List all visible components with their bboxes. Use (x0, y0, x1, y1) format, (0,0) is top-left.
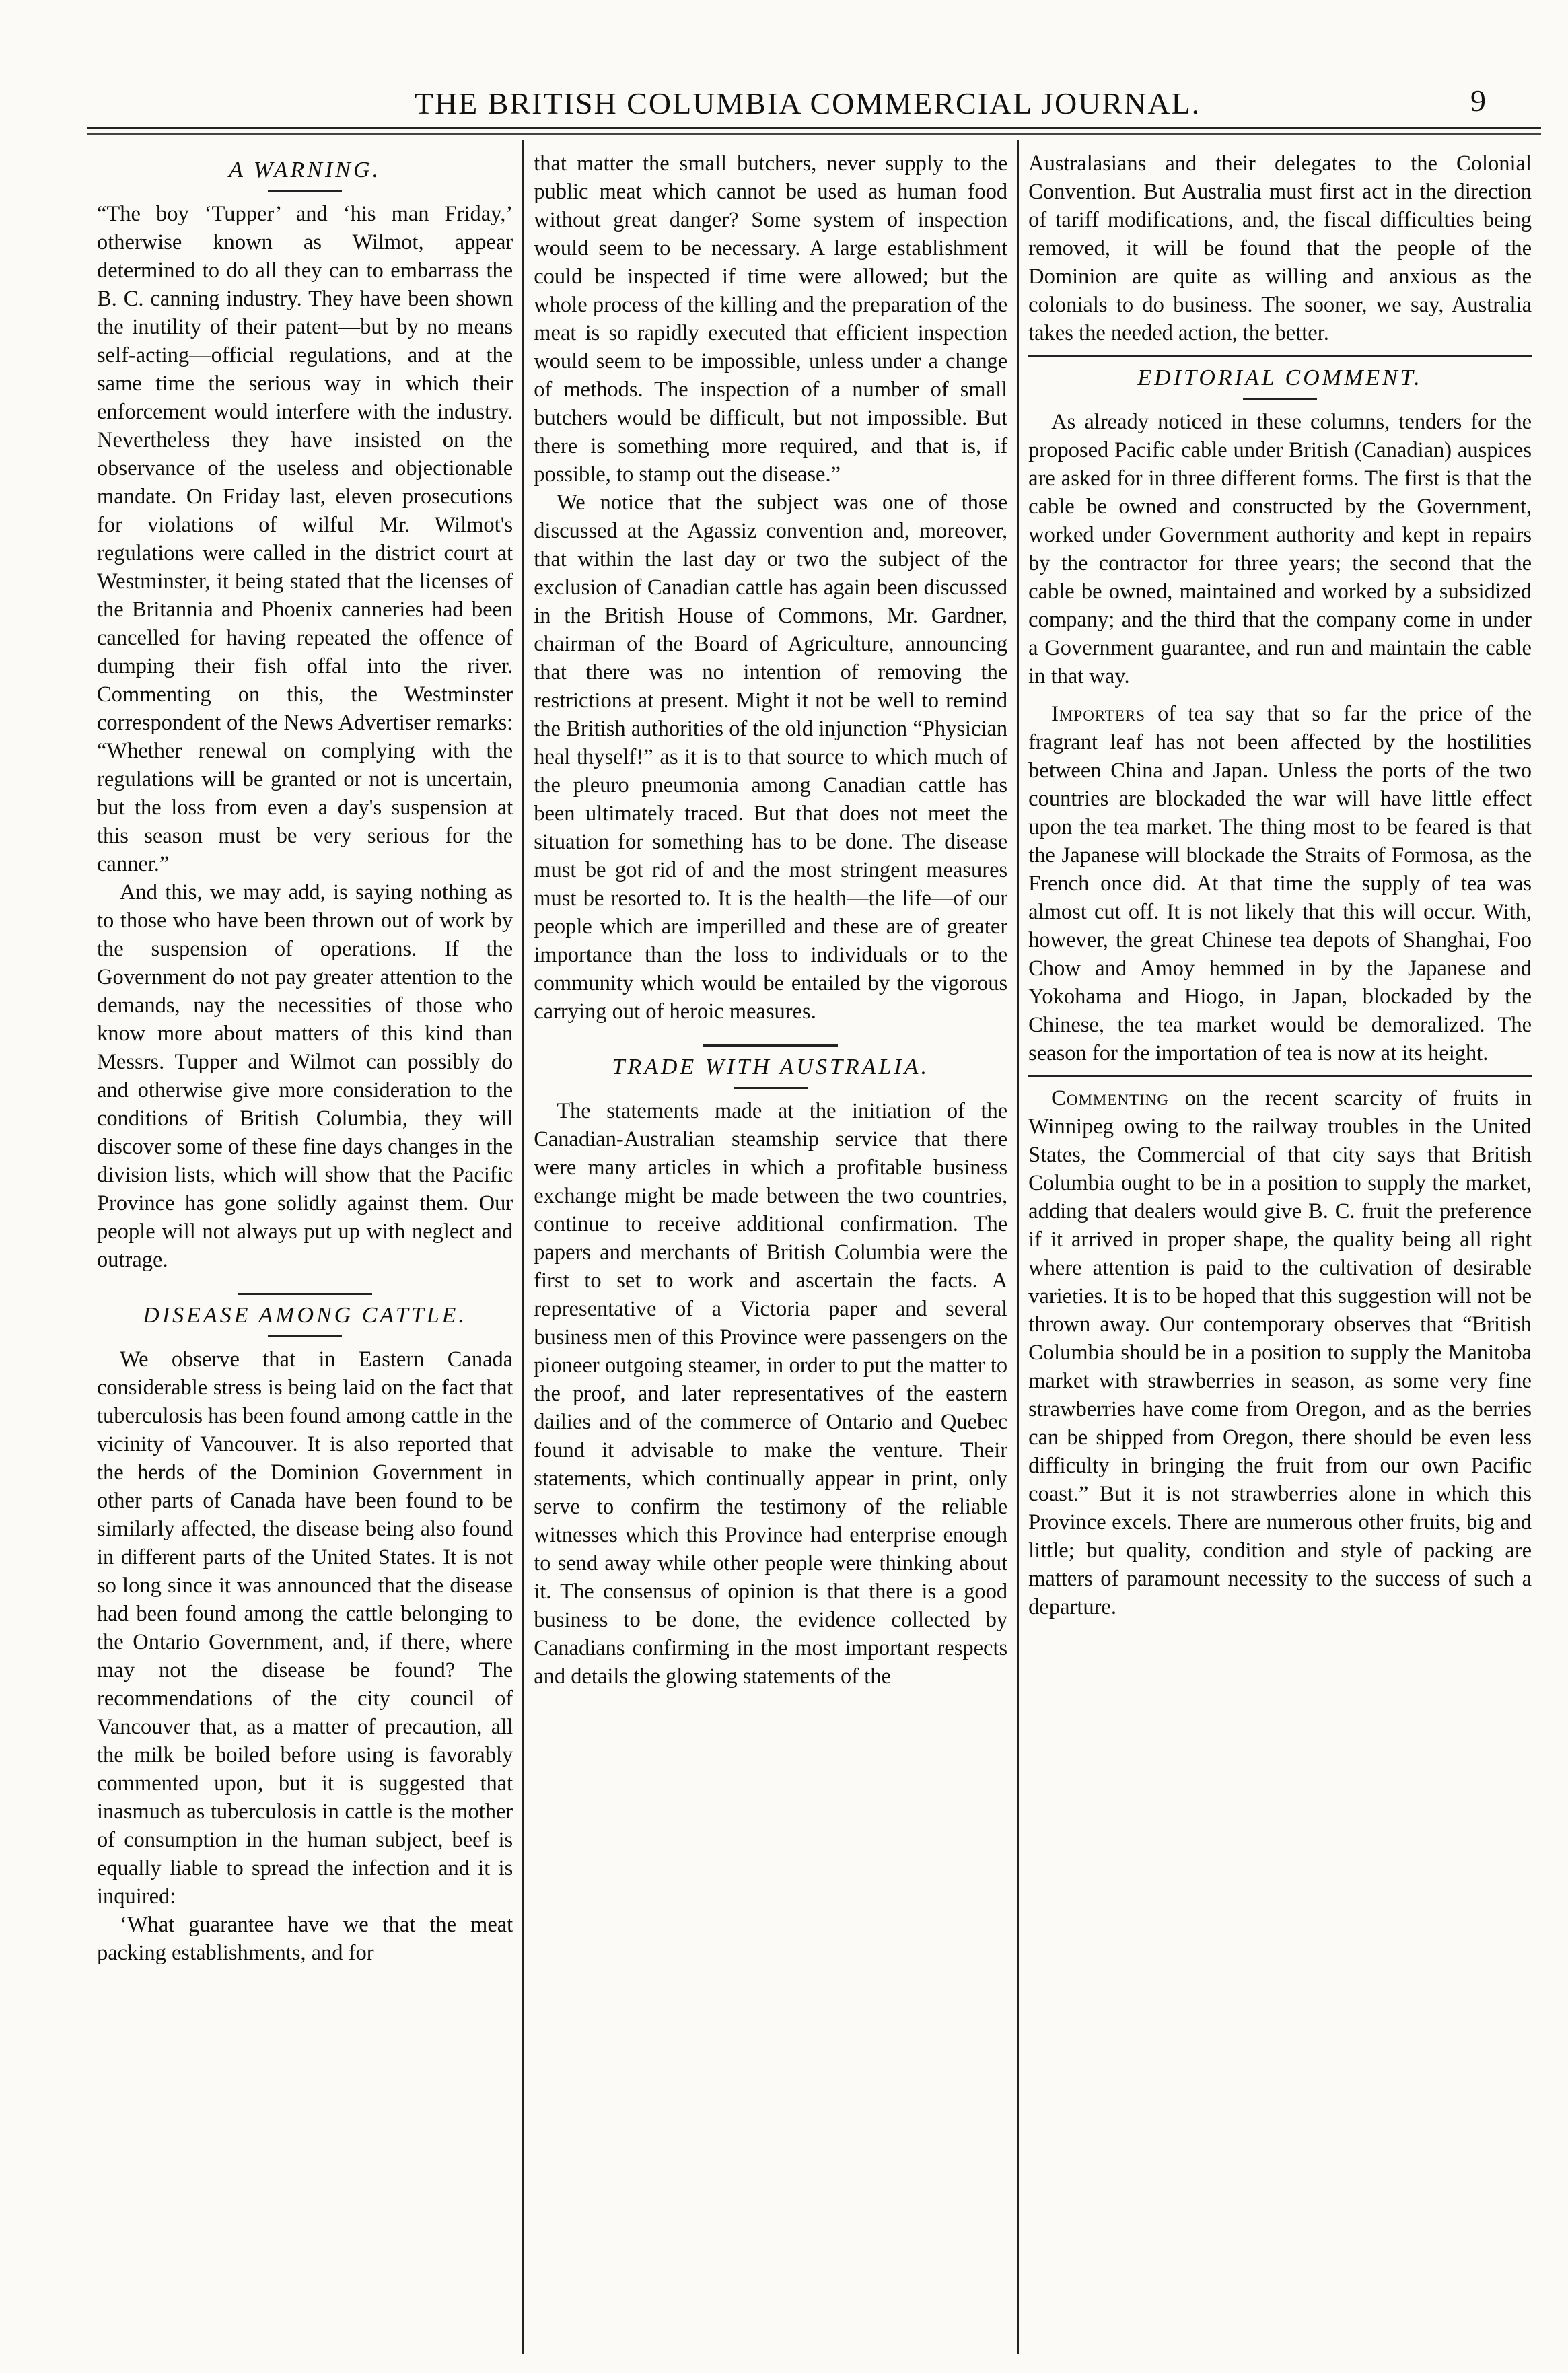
disease-continued-paragraph-1: that matter the small butchers, never supply to the public meat which cannot be used as human food without great danger? Some system of inspection would seem to be necessary. A large establishment could be inspected if time were allowed; but the whole process of the killing and the preparation of the meat is so rapidly executed that efficient inspection would seem to be impossible, unless under a change of methods. The inspection of a number of small butchers would be difficult, but not impossible. But there is something more required, and that is, if possible, to stamp out the disease.” (534, 151, 1008, 487)
page-header (87, 74, 1528, 121)
column-3 (1019, 140, 1541, 2354)
paragraph-text: on the recent scarcity of fruits in Winnipeg owing to the railway troubles in the United States, the Commercial of that city says that British Columbia ought to be in a position to supply the market, adding that dealers would give B. C. fruit the preference if it arrived in proper shape, the quality being all right where attention is paid to the cultivation of desirable varieties. It is to be hoped that this suggestion will not be thrown away. Our contemporary observes that “British Columbia should be in a position to supply the Manitoba market with strawberries in season, as some very fine strawberries have come from Oregon, and as the berries can be shipped from Oregon, there should be even less difficulty in bringing the fruit from our own Pacific coast.” But it is not strawberries alone in which this Province excels. There are numerous other fruits, big and little; but quality, condition and style of packing are matters of paramount necessity to the success of such a departure. (1028, 1086, 1532, 1619)
editorial-paragraph-3 (1028, 1084, 1532, 1621)
journal-title: THE BRITISH COLUMBIA COMMERCIAL JOURNAL. (414, 86, 1201, 120)
column-2 (524, 140, 1017, 2354)
columns (87, 140, 1541, 2354)
section-divider (703, 1044, 838, 1047)
disease-paragraph-1: We observe that in Eastern Canada considerable stress is being laid on the fact that tuberculosis has been found among cattle in the vicinity of Vancouver. It is also reported that the herds of the Dominion Government in other parts of Canada have been found to be similarly affected, the disease being also found in different parts of the United States. It is not so long since it was announced that the disease had been found among the cattle belonging to the Ontario Government, and, if there, where may not the disease be found? The recommendations of the city council of Vancouver that, as a matter of precaution, all the milk be boiled before using is favorably commented upon, but it is suggested that inasmuch as tuberculosis in cattle is the mother of consumption in the human subject, beef is equally liable to spread the infection and it is inquired: (97, 1347, 513, 1909)
header-rule-thin (87, 133, 1541, 135)
trade-paragraph-1: The statements made at the initiation of the Canadian-Australian steamship service that there were many articles in which a profitable business exchange might be made between the two countries, continue to receive additional confirmation. The papers and merchants of British Columbia were the first to set to work and ascertain the facts. A representative of a Victoria paper and several business men of this Province were passengers on the pioneer outgoing steamer, in order to put the matter to the proof, and later representatives of the eastern dailies and of the commerce of Ontario and Quebec found it advisable to make the venture. Their statements, which continually appear in print, only serve to confirm the testimony of the reliable witnesses which this Province had enterprise enough to send away while other people were thinking about it. The consensus of opinion is that there is a good business to be done, the evidence collected by Canadians confirming in the most important respects and details the glowing statements of the (534, 1099, 1008, 1689)
section-rule (268, 190, 342, 192)
warning-heading: A WARNING. (229, 157, 382, 182)
section-rule (268, 1335, 342, 1337)
section-rule (734, 1087, 808, 1089)
disease-paragraph-2: ‘What guarantee have we that the meat packing establishments, and for (97, 1913, 513, 1965)
section-divider (1028, 355, 1532, 357)
trade-continued-paragraph: Australasians and their delegates to the Colonial Convention. But Australia must first act in the direction of tariff modifications, and, the fiscal difficulties being removed, it will be found that the people of the Dominion are quite as willing and anxious as the colonials to do business. The sooner, we say, Australia takes the needed action, the better. (1028, 151, 1532, 345)
warning-paragraph-2: And this, we may add, is saying nothing as to those who have been thrown out of work by the suspension of operations. If the Government do not pay greater attention to the demands, nay the necessities of those who know more about matters of this kind than Messrs. Tupper and Wilmot can possibly do and otherwise give more consideration to the conditions of British Columbia, they will discover some of these fine days changes in the division lists, which will show that the Pacific Province has gone solidly against them. Our people will not always put up with neglect and outrage. (97, 880, 513, 1272)
editorial-paragraph-2 (1028, 700, 1532, 1067)
disease-continued-paragraph-2: We notice that the subject was one of those discussed at the Agassiz convention and, moreover, that within the last day or two the subject of the exclusion of Canadian cattle has again been discussed in the British House of Commons, Mr. Gardner, chairman of the Board of Agriculture, announcing that there was no intention of removing the restrictions at present. Might it not be well to remind the British authorities of the old injunction “Physician heal thyself!” as it is to that source to which much of the pleuro pneumonia among Canadian cattle has been ultimately traced. But that does not meet the situation for something has to be done. The disease must be got rid of and the most stringent measures must be resorted to. It is the health—the life—of our people which are imperilled and these are of greater importance than the loss to individuals or to the community which would be entailed by the vigorous carrying out of heroic measures. (534, 491, 1008, 1024)
column-1 (87, 140, 522, 2354)
page-number: 9 (1470, 83, 1486, 118)
paragraph-divider (1028, 1075, 1532, 1077)
section-divider (238, 1293, 372, 1295)
paragraph-lead-word: Commenting (1051, 1086, 1169, 1110)
disease-heading: DISEASE AMONG CATTLE. (143, 1303, 467, 1328)
warning-paragraph-1: “The boy ‘Tupper’ and ‘his man Friday,’ otherwise known as Wilmot, appear determined to do all they can to embarrass the B. C. canning industry. They have been shown the inutility of their patent—but by no means self-acting—official regulations, and at the same time the serious way in which their enforcement would interfere with the industry. Nevertheless they have insisted on the observance of the useless and objectionable mandate. On Friday last, eleven prosecutions for violations of wilful Mr. Wilmot's regulations were called in the district court at Westminster, it being stated that the licenses of the Britannia and Phoenix canneries had been cancelled for having repeated the offence of dumping their fish offal into the river. Commenting on this, the Westminster correspondent of the News Advertiser remarks: “Whether renewal on complying with the regulations will be granted or not is uncertain, but the loss from even a day's suspension at this season must be very serious for the canner.” (97, 202, 513, 876)
header-rule (87, 127, 1541, 129)
editorial-paragraph-1: As already noticed in these columns, tenders for the proposed Pacific cable under British (Canadian) auspices are asked for in three different forms. The first is that the cable be owned and constructed by the Government, worked under Government authority and kept in repairs by the contractor for three years; the second that the cable be owned, maintained and worked by a subsidized company; and the third that the company come in under a Government guarantee, and run and maintain the cable in that way. (1028, 410, 1532, 688)
section-rule (1243, 398, 1317, 400)
paragraph-text: of tea say that so far the price of the fragrant leaf has not been affected by the hostilities between China and Japan. Unless the ports of the two countries are blockaded the war will have little effect upon the tea market. The thing most to be feared is that the Japanese will blockade the Straits of Formosa, as the French once did. At that time the supply of tea was almost cut off. It is not likely that this will occur. With, however, the great Chinese tea depots of Shanghai, Foo Chow and Amoy hemmed in by the Japanese and Yokohama and Hiogo, in Japan, blockaded by the Chinese, the tea market would be demoralized. The season for the importation of tea is now at its height. (1028, 702, 1532, 1065)
trade-heading: TRADE WITH AUSTRALIA. (612, 1055, 929, 1079)
editorial-heading: EDITORIAL COMMENT. (1137, 365, 1423, 390)
paragraph-lead-word: Importers (1051, 702, 1146, 726)
